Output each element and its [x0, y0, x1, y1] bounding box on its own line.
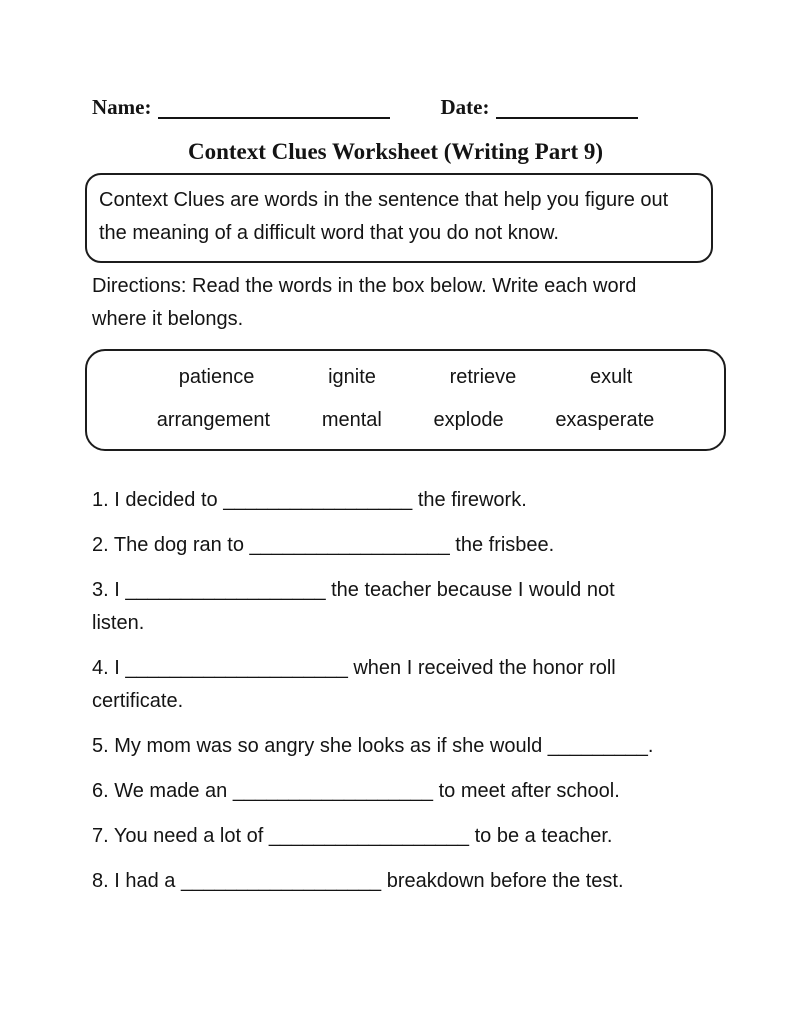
word-exult: exult — [590, 366, 633, 388]
question-line: 7. You need a lot of __________________ to be a teacher. — [92, 825, 613, 847]
name-blank-line — [158, 98, 390, 119]
word-bank-row-1 — [105, 361, 706, 394]
definition-line: Context Clues are words in the sentence that help you figure out — [99, 189, 669, 211]
word-retrieve: retrieve — [449, 366, 517, 388]
question-line: 4. I ____________________ when I received the honor roll — [92, 657, 616, 679]
date-blank-line — [496, 98, 638, 119]
word-exasperate: exasperate — [555, 409, 655, 431]
date-field-group — [440, 94, 638, 120]
directions-line: where it belongs. — [92, 308, 244, 330]
question-line: 8. I had a __________________ breakdown before the test. — [92, 870, 624, 892]
word-patience: patience — [178, 366, 255, 388]
question-5 — [92, 730, 717, 763]
word-mental: mental — [321, 409, 382, 431]
name-label: Name: — [92, 95, 152, 119]
question-line: 3. I __________________ the teacher because I would not — [92, 579, 615, 601]
directions — [92, 270, 712, 336]
header — [0, 0, 791, 120]
question-line: 5. My mom was so angry she looks as if she would _________. — [92, 735, 654, 757]
question-line: 6. We made an __________________ to meet after school. — [92, 780, 620, 802]
date-label: Date: — [440, 95, 490, 119]
page-title: Context Clues Worksheet (Writing Part 9) — [187, 139, 604, 164]
question-4 — [92, 652, 717, 718]
question-line: certificate. — [92, 690, 184, 712]
word-bank-row-2 — [105, 404, 706, 437]
word-bank-box — [85, 349, 726, 451]
question-7 — [92, 820, 717, 853]
name-field-group — [92, 94, 390, 120]
question-3 — [92, 574, 717, 640]
definition-box — [85, 173, 713, 263]
directions-line: Directions: Read the words in the box below. Write each word — [92, 275, 637, 297]
definition-line: the meaning of a difficult word that you do not know. — [99, 222, 559, 244]
question-6 — [92, 775, 717, 808]
question-1 — [92, 484, 717, 517]
word-ignite: ignite — [328, 366, 376, 388]
questions-list — [92, 484, 717, 898]
question-line: 1. I decided to _________________ the firework. — [92, 489, 527, 511]
question-line: listen. — [92, 612, 145, 634]
question-line: 2. The dog ran to __________________ the frisbee. — [92, 534, 555, 556]
word-arrangement: arrangement — [156, 409, 271, 431]
question-8 — [92, 865, 717, 898]
word-explode: explode — [433, 409, 504, 431]
question-2 — [92, 529, 717, 562]
